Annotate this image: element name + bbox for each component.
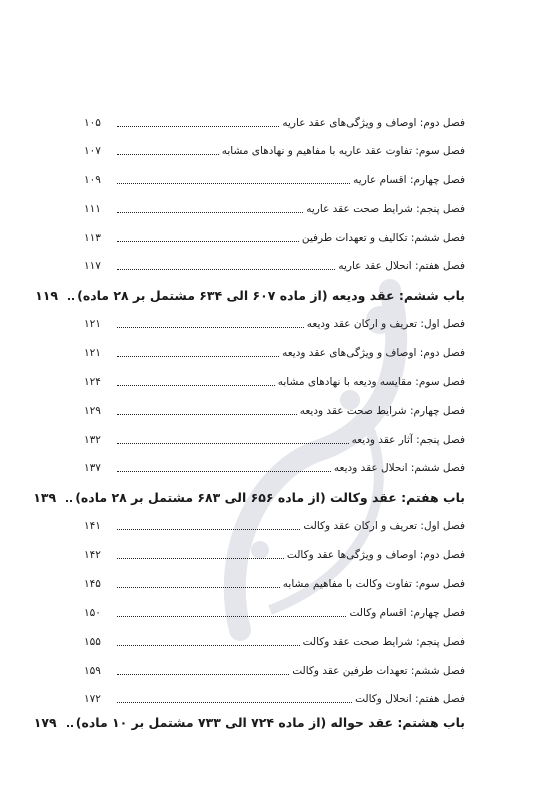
toc-entry-title: فصل سوم: تفاوت وکالت با مفاهیم مشابه: [282, 578, 465, 590]
toc-page-number: ۱۲۴: [84, 376, 101, 388]
toc-chapter-entry[interactable]: [84, 629, 465, 649]
toc-entry-title: فصل چهارم: شرایط صحت عقد ودیعه: [299, 405, 465, 417]
dot-leader: [117, 241, 299, 242]
toc-entry-title: فصل هفتم: انحلال عقد عاریه: [338, 260, 465, 272]
toc-entry-title: فصل ششم: تعهدات طرفین عقد وکالت: [292, 665, 465, 677]
dot-leader: [117, 471, 331, 472]
toc-chapter-entry[interactable]: [84, 110, 465, 130]
dot-leader: [117, 327, 304, 328]
toc-entry-title: فصل ششم: انحلال عقد ودیعه: [333, 462, 465, 474]
toc-page-number: ۱۲۹: [84, 405, 101, 417]
toc-entry-title: فصل سوم: مقایسه ودیعه با نهادهای مشابه: [277, 376, 465, 388]
toc-entry-title: فصل هفتم: انحلال وکالت: [355, 693, 465, 705]
toc-entry-title: باب هشتم: عقد حواله (از ماده ۷۲۴ الی ۷۳۳ مشتمل بر ۱۰ ماده): [75, 715, 465, 730]
dot-leader: [117, 529, 300, 530]
toc-entry-title: فصل پنجم: شرایط صحت عقد عاریه: [306, 203, 465, 215]
toc-page-number: ۱۰۵: [84, 117, 101, 129]
toc-chapter-entry[interactable]: [84, 455, 465, 475]
toc-entry-title: فصل اول: تعریف و ارکان عقد ودیعه: [306, 318, 465, 330]
toc-chapter-entry[interactable]: [84, 542, 465, 562]
toc-page-number: ۱۱۷: [84, 260, 101, 272]
toc-chapter-entry[interactable]: [84, 311, 465, 331]
toc-page-number: ۱۴۲: [84, 549, 101, 561]
dot-leader: [117, 414, 297, 415]
toc-part-heading[interactable]: [33, 710, 465, 730]
toc-page-number: ۱۳۷: [84, 462, 101, 474]
toc-chapter-entry[interactable]: [84, 398, 465, 418]
toc-chapter-entry[interactable]: [84, 225, 465, 245]
toc-page-number: ۱۵۵: [84, 636, 101, 648]
toc-page-number: ۱۳۲: [84, 434, 101, 446]
toc-chapter-entry[interactable]: [84, 253, 465, 273]
toc-chapter-entry[interactable]: [84, 658, 465, 678]
toc-entry-title: فصل دوم: اوصاف و ویژگی‌های عقد عاریه: [282, 117, 465, 129]
toc-chapter-entry[interactable]: [84, 513, 465, 533]
toc-page-number: ۱۰۹: [84, 174, 101, 186]
toc-page-number: ۱۲۱: [84, 347, 101, 359]
dot-leader: [117, 126, 279, 127]
dot-leader: [117, 587, 280, 588]
toc-page-number: ۱۵۹: [84, 665, 101, 677]
toc-entry-title: فصل دوم: اوصاف و ویژگی‌ها عقد وکالت: [286, 549, 465, 561]
toc-page-number: ۱۰۷: [84, 145, 101, 157]
toc-page-number: ۱۱۱: [84, 203, 101, 215]
toc-chapter-entry[interactable]: [84, 167, 465, 187]
dot-leader: [117, 616, 346, 617]
toc-page-number: ۱۱۹: [35, 288, 58, 303]
toc-entry-title: فصل ششم: تکالیف و تعهدات طرفین: [301, 232, 465, 244]
toc-part-heading[interactable]: [33, 485, 465, 505]
toc-page-number: ۱۷۹: [33, 715, 57, 730]
toc-page-number: ۱۵۰: [84, 607, 101, 619]
toc-chapter-entry[interactable]: [84, 686, 465, 706]
toc-entry-title: باب هفتم: عقد وکالت (از ماده ۶۵۶ الی ۶۸۳ مشتمل بر ۲۸ ماده): [75, 490, 465, 505]
dot-leader: [117, 183, 350, 184]
toc-entry-title: فصل سوم: تفاوت عقد عاریه با مفاهیم و نهادهای مشابه: [221, 145, 465, 157]
toc-entry-title: فصل دوم: اوصاف و ویژگی‌های عقد ودیعه: [282, 347, 465, 359]
dot-leader: [117, 558, 284, 559]
toc-entry-title: فصل اول: تعریف و ارکان عقد وکالت: [303, 520, 465, 532]
toc-page-number: ۱۳۹: [33, 490, 57, 505]
toc-chapter-entry[interactable]: [84, 138, 465, 158]
toc-entry-title: فصل چهارم: اقسام عاریه: [353, 174, 465, 186]
dot-leader: [117, 674, 289, 675]
toc-page-number: ۱۱۳: [84, 232, 101, 244]
dot-leader: [117, 269, 335, 270]
toc-page-number: ۱۴۱: [84, 520, 101, 532]
toc-page-number: ۱۴۵: [84, 578, 101, 590]
toc-page-number: ۱۲۱: [84, 318, 101, 330]
dot-leader: [117, 385, 275, 386]
toc-chapter-entry[interactable]: [84, 369, 465, 389]
toc-part-heading[interactable]: [35, 283, 465, 303]
dot-leader: [117, 356, 279, 357]
toc-entry-title: فصل پنجم: آثار عقد ودیعه: [351, 434, 465, 446]
toc-entry-title: باب ششم: عقد ودیعه (از ماده ۶۰۷ الی ۶۳۴ مشتمل بر ۲۸ ماده): [77, 288, 465, 303]
dot-leader: [117, 154, 219, 155]
dot-leader: [117, 702, 352, 703]
dot-leader: [117, 645, 300, 646]
toc-chapter-entry[interactable]: [84, 340, 465, 360]
toc-chapter-entry[interactable]: [84, 196, 465, 216]
toc-entry-title: فصل چهارم: اقسام وکالت: [349, 607, 465, 619]
toc-page-number: ۱۷۲: [84, 693, 101, 705]
dot-leader: [117, 212, 303, 213]
dot-leader: [117, 443, 349, 444]
toc-entry-title: فصل پنجم: شرایط صحت عقد وکالت: [302, 636, 465, 648]
toc-chapter-entry[interactable]: [84, 600, 465, 620]
toc-chapter-entry[interactable]: [84, 571, 465, 591]
toc-chapter-entry[interactable]: [84, 427, 465, 447]
